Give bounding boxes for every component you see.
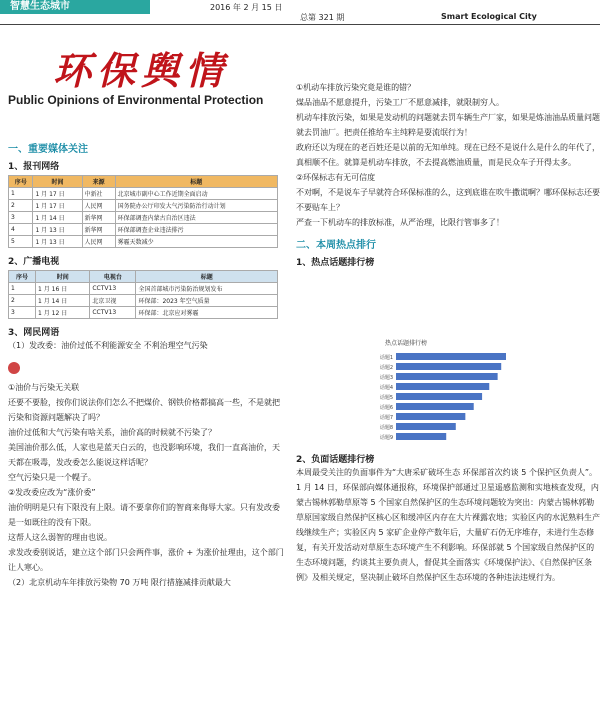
subsection-print: 1、报刊网络 <box>8 162 60 172</box>
chart-title: 热点话题排行榜 <box>384 340 428 347</box>
table-row <box>9 188 278 200</box>
th-title: 标题 <box>115 176 277 188</box>
para: ②环保标志有无可信度 <box>296 173 376 182</box>
cell: 3 <box>9 212 33 224</box>
cell: 北京城市副中心工作近期全面启动 <box>115 188 277 200</box>
para: 油价过低和大气污染有啥关系，油价高的时候就不污染了？ <box>8 428 216 437</box>
subsection-negative: 2、负面话题排行榜 <box>296 455 375 465</box>
chart-bar <box>396 383 489 390</box>
para: 机动车排放污染，如果是发动机的问题就去罚车辆生产厂家，如果是炼油油品质量问题就去罚油厂。把责任推给车主纯粹是耍流氓行为！ <box>296 113 600 137</box>
para: ①油价与污染无关联 <box>8 383 80 392</box>
page-logo <box>8 40 288 110</box>
chart-bar <box>396 353 506 360</box>
section-hot: 二、本周热点排行 <box>296 240 376 251</box>
section-media: 一、重要媒体关注 <box>8 144 88 155</box>
question-1: （1）发改委：油价过低不利能源安全 不利治理空气污染 <box>8 341 208 350</box>
subsection-netizens: 3、网民网语 <box>8 328 60 338</box>
right-column <box>296 80 600 268</box>
cell: 环保部：2023 年空气质量 <box>136 295 278 307</box>
para: 本周最受关注的负面事件为“大唐采矿破坏生态 环保部首次约谈 5 个保护区负责人”。1 月 14 日，环保部向媒体通报称，环境保护部通过卫星遥感监测和实地核查发现，内蒙古锡林郭勒草原等 5 个国家自然保护区的生态环境问题较为突出：内蒙古锡林郭勒草原国家级自然保护区核心区和缓冲区内存在大片裸露农地；实验区内的水泥熟料生产线继续生产；实验区内 5 家矿企业停产数年后，大量矿石仍无序堆存，未进行生态修复，有关开发活动对草原生态环境产生不利影响。环保部就 5 个国家级自然保护区的生态环境问题，约谈其主要负责人，督促其全面落实《环境保护法》、《自然保护区条例》及相关规定，坚决制止破坏自然保护区生态环境的各种违法违规行为。 <box>296 468 600 582</box>
cell: 新华网 <box>82 212 115 224</box>
cell: 人民网 <box>82 236 115 248</box>
slogan: Smart Ecological City <box>441 12 537 21</box>
para: 美国油价那么低，人家也是蓝天白云的，也没影响环境，我们一直高油价，天天都在吸毒，发改委怎么能说这样话呢？ <box>8 443 280 467</box>
chart-bar <box>396 373 498 380</box>
cell: 5 <box>9 236 33 248</box>
weibo-post <box>8 357 286 376</box>
cell: 1 月 17 日 <box>33 188 82 200</box>
cell: CCTV13 <box>90 307 136 319</box>
avatar <box>8 362 20 374</box>
chart-category-label: 话题3 <box>379 375 393 381</box>
para: 油价明明是只有下限没有上限。请不要拿你们的智商来侮辱大家。只有发改委是一如既往的没有下限。 <box>8 503 280 527</box>
cell: 1 月 12 日 <box>36 307 90 319</box>
hot-topics-chart <box>296 335 516 445</box>
cell: 人民网 <box>82 200 115 212</box>
para: 不对啊，不是说车子早就符合环保标准的么，这到底谁在吹牛撒谎啊？哪环保标志还要不要贴车上？ <box>296 188 600 212</box>
para: 求发改委别说话，建立这个部门只会两件事，涨价 + 为涨价扯理由，这个部门让人寒心。 <box>8 548 284 572</box>
cell: 2 <box>9 200 33 212</box>
table-row <box>9 212 278 224</box>
chart-category-label: 话题7 <box>379 415 393 421</box>
th-title: 标题 <box>136 271 278 283</box>
cell: 1 月 17 日 <box>33 200 82 212</box>
logo-subtitle: Public Opinions of Environmental Protection <box>8 93 264 107</box>
chart-bar <box>396 403 474 410</box>
cell: 雾霾天数减少 <box>115 236 277 248</box>
table-row <box>9 295 278 307</box>
chart-bar <box>396 433 446 440</box>
para: 政府还以为现在的老百姓还是以前的无知单纯。现在已经不是说什么是什么的年代了，真相顺不住。就算是机动车排放，不去提高燃油质量，而是民众车子开得太多。 <box>296 143 600 167</box>
cell: 新华网 <box>82 224 115 236</box>
para: 还要不要脸，按你们说法你们怎么不把煤价、钢铁价格都搞高一些，不是就把污染和资源问题解决了吗？ <box>8 398 280 422</box>
right-column-lower <box>296 452 600 585</box>
cell: 环保部调查内蒙古自治区违法 <box>115 212 277 224</box>
cell: 国务院办公厅印发大气污染防治行动计划 <box>115 200 277 212</box>
issue-date: 2016 年 2 月 15 日 <box>210 3 283 12</box>
table-row <box>9 236 278 248</box>
cell: 全国首部城市污染防治规划发布 <box>136 283 278 295</box>
chart-category-label: 话题1 <box>379 355 393 361</box>
th-time: 时间 <box>36 271 90 283</box>
chart-bar <box>396 363 501 370</box>
top-bar <box>0 0 600 24</box>
cell: 2 <box>9 295 36 307</box>
brand: 智慧生态城市 <box>0 0 150 14</box>
chart-bar <box>396 423 456 430</box>
table-row <box>9 200 278 212</box>
chart-bar <box>396 393 482 400</box>
th-time: 时间 <box>33 176 82 188</box>
logo-title: 环保舆情 <box>53 48 230 93</box>
th-num: 序号 <box>9 176 33 188</box>
table-row <box>9 224 278 236</box>
cell: 1 <box>9 283 36 295</box>
cell: 北京卫视 <box>90 295 136 307</box>
broadcast-table <box>8 270 278 319</box>
chart-category-label: 话题9 <box>379 435 393 441</box>
cell: 1 <box>9 188 33 200</box>
table-row <box>9 307 278 319</box>
cell: 环保部：北京应对雾霾 <box>136 307 278 319</box>
cell: 1 月 14 日 <box>33 212 82 224</box>
left-column <box>8 140 286 590</box>
chart-category-label: 话题8 <box>379 425 393 431</box>
para: 煤品油品不愿意提升，污染工厂不愿意减排，就限制穷人。 <box>296 98 504 107</box>
question-2: （2）北京机动车年排放污染物 70 万吨 限行措施减排贡献最大 <box>8 578 231 587</box>
chart-category-label: 话题4 <box>379 385 393 391</box>
cell: 中新社 <box>82 188 115 200</box>
subsection-broadcast: 2、广播电视 <box>8 257 60 267</box>
cell: 1 月 13 日 <box>33 224 82 236</box>
para: ②发改委应改为“涨价委” <box>8 488 96 497</box>
print-table <box>8 175 278 248</box>
chart-category-label: 话题6 <box>379 405 393 411</box>
issue-number: 总第 321 期 <box>300 13 345 22</box>
cell: 1 月 13 日 <box>33 236 82 248</box>
th-station: 电视台 <box>90 271 136 283</box>
chart-bar <box>396 413 465 420</box>
cell: 1 月 16 日 <box>36 283 90 295</box>
para: 严查一下机动车的排放标准，从严治理，比限行管事多了！ <box>296 218 504 227</box>
th-source: 来源 <box>82 176 115 188</box>
para: 空气污染只是一个幌子。 <box>8 473 96 482</box>
th-num: 序号 <box>9 271 36 283</box>
para: ①机动车排放污染究竟是谁的错？ <box>296 83 416 92</box>
cell: 1 月 14 日 <box>36 295 90 307</box>
chart-category-label: 话题2 <box>379 365 393 371</box>
header-rule <box>0 24 600 25</box>
subsection-hot-topics: 1、热点话题排行榜 <box>296 258 375 268</box>
para: 这帮人这么弱智的理由也说。 <box>8 533 112 542</box>
cell: 3 <box>9 307 36 319</box>
cell: 环保部调查企业违法排污 <box>115 224 277 236</box>
cell: 4 <box>9 224 33 236</box>
table-row <box>9 283 278 295</box>
cell: CCTV13 <box>90 283 136 295</box>
chart-category-label: 话题5 <box>379 395 393 401</box>
